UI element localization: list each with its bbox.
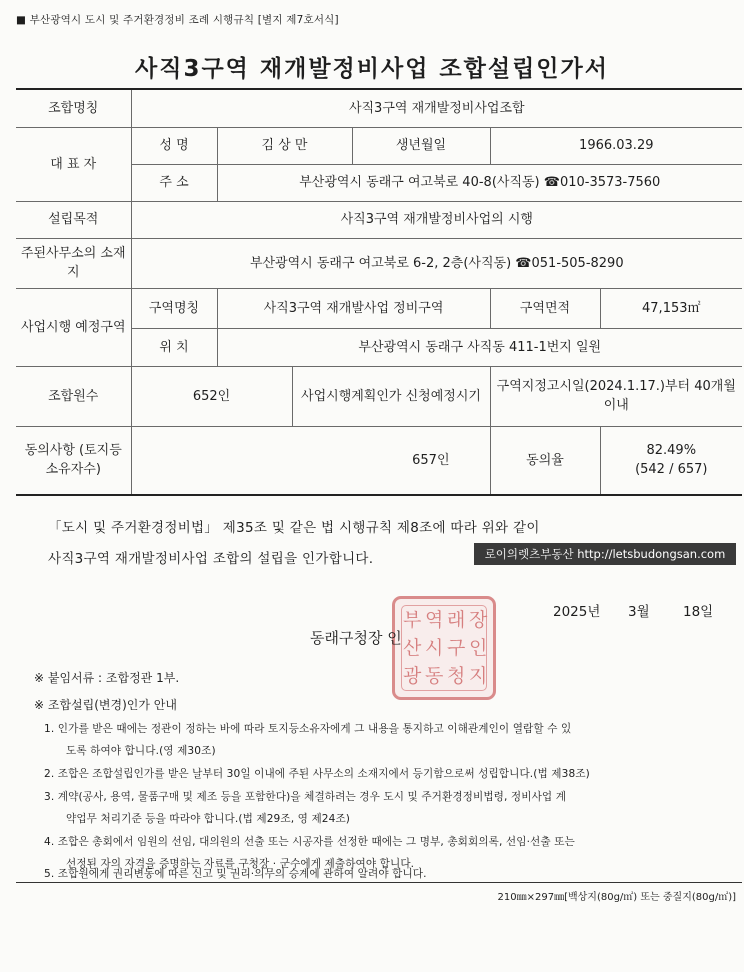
notice-item: 도록 하여야 합니다.(영 제30조) (66, 745, 216, 757)
seal-char: 인 (469, 637, 488, 659)
watermark-banner: 로이의렛츠부동산 http://letsbudongsan.com (474, 543, 736, 565)
union-name: 사직3구역 재개발정비사업조합 (131, 89, 742, 127)
consent-count: 657인 (131, 426, 490, 495)
approval-statement-line1: 「도시 및 주거환경정비법」 제35조 및 같은 법 시행규칙 제8조에 따라 위와 같이 (48, 520, 540, 536)
area-label: 사업시행 예정구역 (16, 288, 131, 366)
zone-name-label: 구역명칭 (131, 288, 217, 328)
seal-char: 부 (403, 609, 422, 631)
address-label: 주 소 (131, 164, 217, 201)
date-year: 2025년 (553, 604, 601, 620)
consent-rate-percent: 82.49% (646, 443, 697, 459)
notice-item: 약업무 처리기준 등을 따라야 합니다.(법 제29조, 영 제24조) (66, 813, 351, 825)
birth-label: 생년월일 (352, 127, 490, 164)
approval-statement-line2: 사직3구역 재개발정비사업 조합의 설립을 인가합니다. (48, 551, 374, 567)
seal-char: 산 (403, 637, 422, 659)
consent-label: 동의사항 (토지등 소유자수) (16, 426, 131, 495)
notice-item: 3. 계약(공사, 용역, 물품구매 및 제조 등을 포함한다)을 체결하려는 경우 도시 및 주거환경정비법령, 정비사업 계 (44, 791, 567, 803)
footer-divider (16, 882, 742, 883)
seal-char: 시 (425, 637, 444, 659)
consent-rate (600, 426, 742, 495)
document-title: 사직3구역 재개발정비사업 조합설립인가서 (135, 56, 609, 82)
notice-item: 선정된 자의 자격을 증명하는 자료를 구청장 · 군수에게 제출하여야 합니다. (66, 858, 415, 870)
plan-timeline: 구역지정고시일(2024.1.17.)부터 40개월 이내 (490, 366, 742, 426)
paper-spec: 210㎜×297㎜[백상지(80g/㎡) 또는 중질지(80g/㎡)] (497, 892, 736, 903)
seal-char: 동 (425, 665, 444, 687)
approval-form-table (16, 88, 742, 496)
rate-label: 동의율 (490, 426, 600, 495)
zone-area: 47,153㎡ (600, 288, 742, 328)
zone-name: 사직3구역 재개발사업 정비구역 (217, 288, 490, 328)
form-reference: ■ 부산광역시 도시 및 주거환경정비 조례 시행규칙 [별지 제7호서식] (16, 14, 339, 26)
members-label: 조합원수 (16, 366, 131, 426)
zone-area-label: 구역면적 (490, 288, 600, 328)
purpose-label: 설립목적 (16, 201, 131, 238)
notice-item: 4. 조합은 총회에서 임원의 선임, 대의원의 선출 또는 시공자를 선정한 때에는 그 명부, 총회회의록, 선임·선출 또는 (44, 836, 575, 848)
seal-char: 장 (469, 609, 488, 631)
name-label: 성 명 (131, 127, 217, 164)
representative-label: 대 표 자 (16, 127, 131, 201)
office-label: 주된사무소의 소재지 (16, 238, 131, 288)
seal-char: 래 (447, 609, 466, 631)
issuer-title: 동래구청장 인 (310, 629, 402, 647)
date-month: 3월 (628, 604, 650, 620)
seal-char: 광 (403, 665, 422, 687)
notice-item: 5. 조합원에게 권리변동에 따른 신고 및 권리·의무의 승계에 관하여 알려야 합니다. (44, 868, 427, 880)
notice-title: ※ 조합설립(변경)인가 안내 (34, 698, 177, 712)
notice-item: 2. 조합은 조합설립인가를 받은 날부터 30일 이내에 주된 사무소의 소재지에서 등기함으로써 성립합니다.(법 제38조) (44, 768, 590, 780)
date-day: 18일 (683, 604, 714, 620)
location-label: 위 치 (131, 328, 217, 366)
attachment-note: ※ 붙임서류 : 조합정관 1부. (34, 671, 180, 685)
office-address: 부산광역시 동래구 여고북로 6-2, 2층(사직동) ☎051-505-8290 (131, 238, 742, 288)
seal-char: 역 (425, 609, 444, 631)
member-count: 652인 (131, 366, 292, 426)
official-seal (392, 596, 496, 700)
birth-date: 1966.03.29 (490, 127, 742, 164)
representative-name: 김 상 만 (217, 127, 352, 164)
purpose: 사직3구역 재개발정비사업의 시행 (131, 201, 742, 238)
union-name-label: 조합명칭 (16, 89, 131, 127)
representative-address: 부산광역시 동래구 여고북로 40-8(사직동) ☎010-3573-7560 (217, 164, 742, 201)
consent-rate-detail: (542 / 657) (635, 462, 708, 478)
plan-label: 사업시행계획인가 신청예정시기 (292, 366, 490, 426)
seal-char: 구 (447, 637, 466, 659)
notice-item: 1. 인가를 받은 때에는 정관이 정하는 바에 따라 토지등소유자에게 그 내용을 통지하고 이해관계인이 열람할 수 있 (44, 723, 572, 735)
seal-char: 청 (447, 665, 466, 687)
zone-location: 부산광역시 동래구 사직동 411-1번지 일원 (217, 328, 742, 366)
seal-char: 지 (469, 665, 488, 687)
